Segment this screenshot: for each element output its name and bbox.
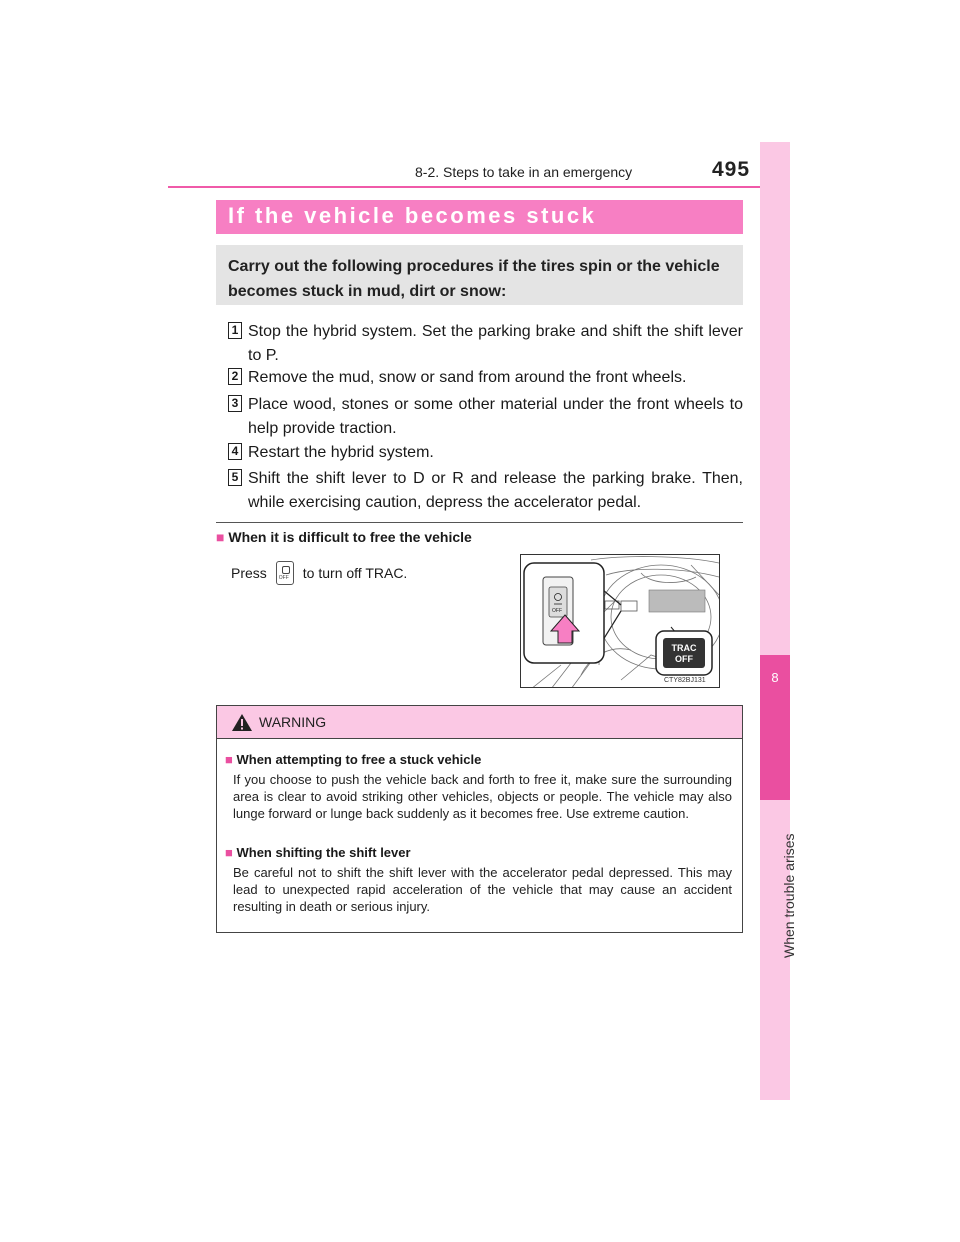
warning-item-heading-text: When shifting the shift lever	[236, 845, 411, 860]
step-number: 1	[228, 322, 242, 339]
step-number: 4	[228, 443, 242, 460]
bullet-square-icon: ■	[216, 529, 225, 545]
step-number: 5	[228, 469, 242, 486]
warning-header	[217, 706, 742, 739]
chapter-label-text: When trouble arises	[781, 833, 797, 958]
title-bar	[216, 200, 743, 234]
small-button-label: OFF	[552, 608, 562, 614]
warning-item-text: If you choose to push the vehicle back and forth to free it, make sure the surrounding area is clear to avoid striking other vehicles, objects or people. The vehicle may also lunge forward or lunge back suddenly as it becomes free. Use extreme caution.	[233, 772, 732, 821]
dashboard-drawing	[521, 555, 720, 688]
section-divider	[216, 522, 743, 523]
step-item	[228, 441, 743, 465]
warning-title: WARNING	[259, 714, 327, 730]
press-suffix: to turn off TRAC.	[302, 565, 408, 581]
subsection-heading-text: When it is difficult to free the vehicle	[228, 529, 472, 545]
warning-item-text: Be careful not to shift the shift lever with the accelerator pedal depressed. This may lead to unexpected rapid acceleration of the vehicle that may cause an accident resulting in death or serious injury.	[233, 865, 732, 914]
step-number: 2	[228, 368, 242, 385]
step-text: Remove the mud, snow or sand from around the front wheels.	[248, 369, 687, 386]
trac-off-button-icon	[276, 561, 294, 585]
step-text: Stop the hybrid system. Set the parking brake and shift the shift lever to P.	[248, 323, 743, 364]
step-text: Restart the hybrid system.	[248, 444, 434, 461]
step-text: Place wood, stones or some other material under the front wheels to help provide traction.	[248, 396, 743, 437]
bullet-square-icon: ■	[225, 845, 233, 860]
off-label: OFF	[675, 654, 693, 664]
warning-item-heading	[225, 752, 481, 767]
chapter-label	[760, 808, 797, 958]
warning-triangle-icon	[231, 713, 253, 732]
page-number: 495	[712, 158, 751, 181]
subsection-heading	[216, 529, 472, 545]
press-prefix: Press	[231, 565, 267, 581]
header-rule	[168, 186, 788, 188]
bullet-square-icon: ■	[225, 752, 233, 767]
dashboard-illustration	[520, 554, 720, 688]
step-text: Shift the shift lever to D or R and release the parking brake. Then, while exercising caution, depress the accelerator pedal.	[248, 470, 743, 511]
step-item	[228, 366, 743, 390]
warning-box	[216, 705, 743, 933]
warning-item-heading-text: When attempting to free a stuck vehicle	[236, 752, 482, 767]
press-instruction	[231, 561, 407, 585]
warning-item-heading	[225, 845, 411, 860]
step-number: 3	[228, 395, 242, 412]
intro-box: Carry out the following procedures if the tires spin or the vehicle becomes stuck in mud, dirt or snow:	[216, 245, 743, 305]
step-item	[228, 467, 743, 515]
step-item	[228, 393, 743, 441]
step-item	[228, 320, 743, 368]
trac-label: TRAC	[671, 643, 697, 653]
section-title: 8-2. Steps to take in an emergency	[415, 164, 633, 180]
illustration-code: CTY82BJ131	[664, 677, 706, 684]
chapter-number: 8	[771, 670, 779, 685]
page-title: If the vehicle becomes stuck	[228, 203, 597, 228]
